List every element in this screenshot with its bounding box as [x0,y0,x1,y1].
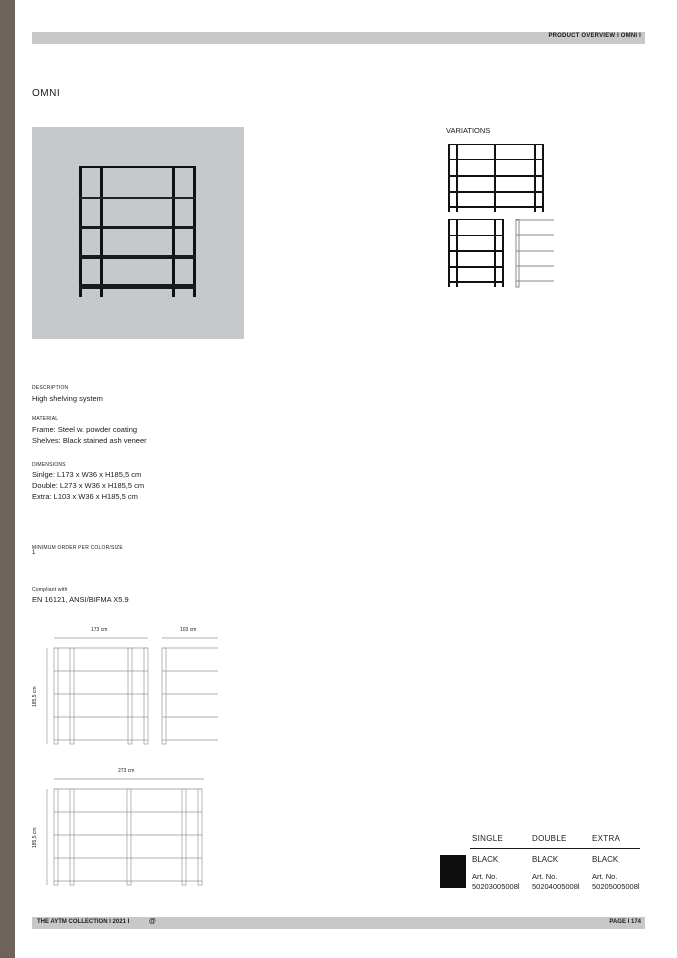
variation-double-image [446,144,548,214]
header-label: PRODUCT OVERVIEW I OMNI I [548,33,641,39]
art-no-label: Art. No. [592,872,618,881]
variations-label: VARIATIONS [446,126,491,135]
dimensions-double: Double: L273 x W36 x H185,5 cm [32,481,145,490]
art-no-label: Art. No. [532,872,558,881]
product-title: OMNI [32,88,61,99]
hero-product-image [32,127,244,339]
variation-extra-image [514,219,558,289]
table-header-extra: EXTRA [592,834,621,843]
material-label: MATERIAL [32,416,59,422]
color-double: BLACK [532,855,559,864]
description-label: DESCRIPTION [32,385,69,391]
table-header-single: SINGLE [472,834,504,843]
art-no-single [472,872,520,891]
min-order-label: MINIMUM ORDER PER COLOR/SIZE [32,545,123,551]
header-bar [32,32,645,44]
single-width-label: 173 cm [91,627,108,633]
footer-collection: THE AYTM COLLECTION I 2021 I [37,919,130,925]
height-label-a: 185,5 cm [32,686,38,707]
single-extra-drawing [44,636,224,748]
compliance-label: Compliant with [32,587,68,593]
dimensions-extra: Extra: L103 x W36 x H185,5 cm [32,492,138,501]
brand-logo-icon: @ [149,918,156,925]
color-extra: BLACK [592,855,619,864]
art-no-extra [592,872,640,891]
variation-single-image [446,219,508,289]
footer-page-number: PAGE I 174 [609,919,641,925]
dimensions-single: Sinlge: L173 x W36 x H185,5 cm [32,470,142,479]
side-accent-bar [0,0,15,958]
color-swatch-black [440,855,466,888]
color-single: BLACK [472,855,499,864]
double-drawing [44,777,209,889]
height-label-b: 185,5 cm [32,827,38,848]
art-no-value: 50205005008l [592,881,640,891]
shelf-illustration [32,127,244,339]
art-no-label: Art. No. [472,872,498,881]
min-order-value: 1 [32,550,36,556]
description-text: High shelving system [32,394,103,403]
table-header-double: DOUBLE [532,834,567,843]
dimensions-label: DIMENSIONS [32,462,66,468]
extra-width-label: 103 cm [180,627,197,633]
compliance-text: EN 16121, ANSI/BIFMA X5.9 [32,595,129,604]
footer-bar [32,917,645,929]
material-shelves: Shelves: Black stained ash veneer [32,436,147,445]
table-rule [470,848,640,849]
double-width-label: 273 cm [118,768,135,774]
art-no-double [532,872,580,891]
art-no-value: 50204005008l [532,881,580,891]
art-no-value: 50203005008l [472,881,520,891]
material-frame: Frame: Steel w. powder coating [32,425,138,434]
